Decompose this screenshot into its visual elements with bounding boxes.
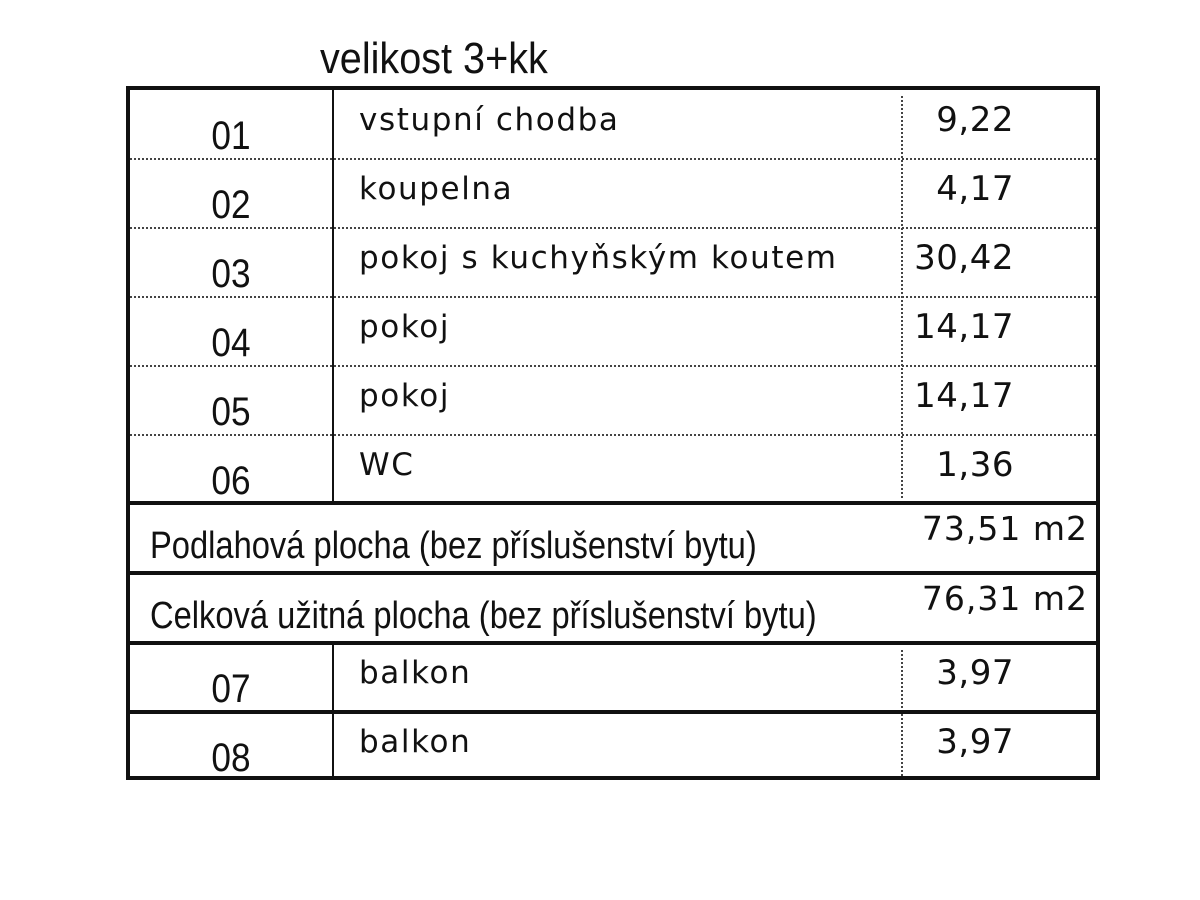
table-row	[130, 435, 1096, 502]
room-name: vstupní chodba	[359, 102, 620, 138]
summary-row	[130, 575, 1096, 641]
room-number: 06	[211, 459, 251, 503]
room-number: 08	[211, 736, 251, 780]
room-number: 02	[211, 183, 251, 227]
room-area: 14,17	[914, 307, 1014, 347]
table-row	[130, 297, 1096, 366]
summary-value: 73,51 m2	[921, 509, 1088, 548]
table-row	[130, 228, 1096, 297]
room-name: pokoj	[359, 309, 451, 345]
table-title: velikost 3+kk	[320, 34, 548, 83]
room-name: pokoj s kuchyňským koutem	[359, 240, 838, 276]
summary-value: 76,31 m2	[921, 579, 1088, 618]
summary-label: Celková užitná plocha (bez příslušenství bytu)	[150, 595, 817, 637]
room-area: 14,17	[914, 376, 1014, 416]
room-number: 01	[211, 114, 251, 158]
room-area: 30,42	[914, 238, 1014, 278]
summary-row	[130, 505, 1096, 571]
room-number: 07	[211, 667, 251, 711]
room-area: 9,22	[936, 100, 1014, 140]
room-area: 4,17	[936, 169, 1014, 209]
table-row	[130, 159, 1096, 228]
summary-label: Podlahová plocha (bez příslušenství bytu)	[150, 525, 757, 567]
room-name: pokoj	[359, 378, 451, 414]
table-row	[130, 645, 1096, 711]
table-row	[130, 90, 1096, 159]
room-number: 04	[211, 321, 251, 365]
room-area: 3,97	[936, 653, 1014, 693]
room-area: 3,97	[936, 722, 1014, 762]
table-row	[130, 714, 1096, 780]
room-name: koupelna	[359, 171, 514, 207]
room-name: balkon	[359, 724, 472, 760]
table-row	[130, 366, 1096, 435]
room-number: 03	[211, 252, 251, 296]
room-name: WC	[359, 447, 415, 483]
room-name: balkon	[359, 655, 472, 691]
room-number: 05	[211, 390, 251, 434]
room-area: 1,36	[936, 445, 1014, 485]
room-area-table	[126, 86, 1100, 780]
